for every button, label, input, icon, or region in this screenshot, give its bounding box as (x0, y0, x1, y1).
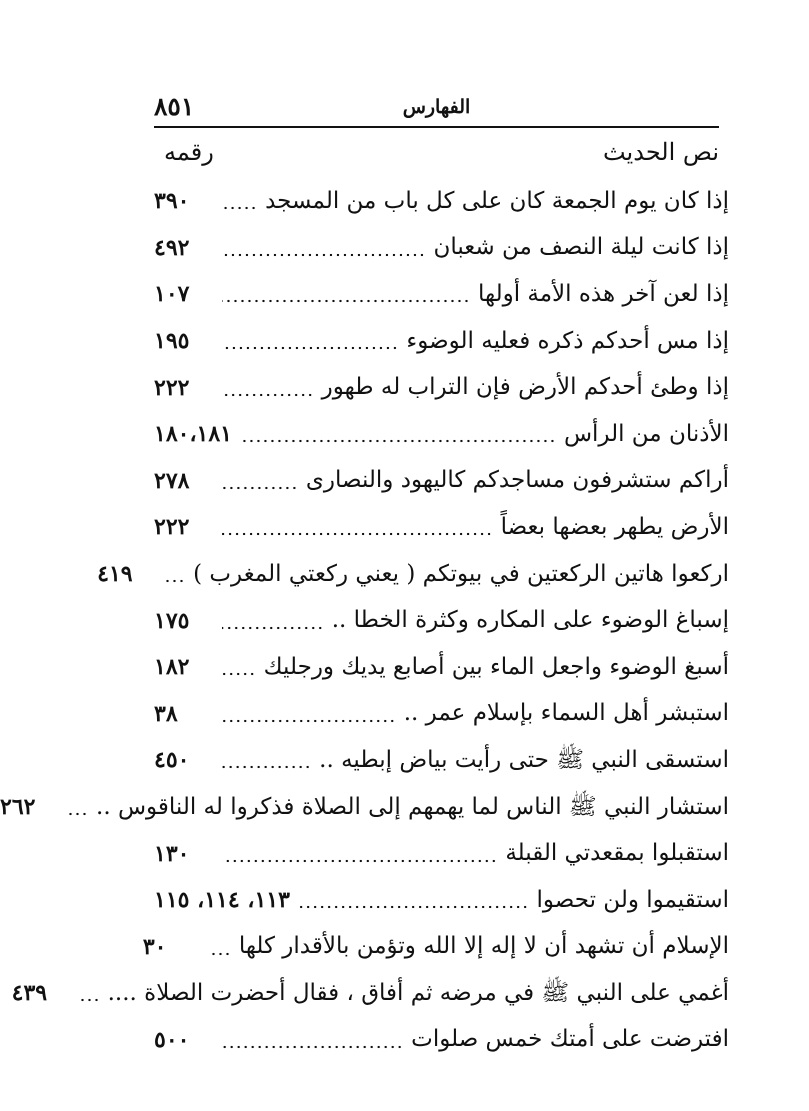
entry-text: الأذنان من الرأس (563, 420, 729, 447)
index-entry (154, 691, 729, 738)
index-entry (154, 225, 729, 272)
entry-number: ٥٠٠ (154, 1026, 190, 1053)
entry-text: استبشر أهل السماء بإسلام عمر .. (403, 700, 729, 727)
index-entry (11, 970, 729, 1017)
dot-leader (222, 858, 497, 864)
index-entry (154, 364, 729, 411)
entry-number: ٤١٩ (97, 561, 133, 588)
hadith-text-column-header: نص الحديث (602, 138, 719, 166)
index-entry (154, 504, 729, 551)
entry-number: ٢٧٨ (154, 467, 190, 494)
entry-text: افترضت على أمتك خمس صلوات (411, 1026, 729, 1053)
entry-text: إسباغ الوضوء على المكاره وكثرة الخطا .. (331, 607, 729, 634)
dot-leader (222, 205, 257, 211)
index-entry (154, 830, 729, 877)
entry-text: أراكم ستشرفون مساجدكم كاليهود والنصارى (305, 467, 729, 494)
dot-leader (165, 578, 185, 584)
entry-number: ٣٩٠ (154, 188, 190, 215)
entry-number: ٢٦٢ (0, 794, 36, 821)
entry-text: استشار النبي ﷺ الناس لما يهمهم إلى الصلاة فذكروا له الناقوس .. (96, 793, 729, 820)
index-entry (142, 924, 729, 971)
entry-text: إذا كان يوم الجمعة كان على كل باب من المسجد (265, 187, 729, 214)
entry-number: ٢٢٢ (154, 374, 190, 401)
entry-number: ١٧٥ (154, 607, 190, 634)
entry-text: إذا لعن آخر هذه الأمة أولها (477, 280, 729, 307)
page-header (154, 92, 719, 128)
entry-number: ٤٩٢ (154, 234, 190, 261)
entry-text: استسقى النبي ﷺ حتى رأيت بياض إبطيه .. (319, 746, 729, 773)
dot-leader (222, 298, 470, 304)
entry-text: إذا وطئ أحدكم الأرض فإن التراب له طهور (321, 374, 729, 401)
entry-number: ٤٣٩ (11, 980, 48, 1007)
entry-number: ١٠٧ (154, 281, 190, 308)
entry-text: الإسلام أن تشهد أن لا إله إلا الله وتؤمن بالأقدار كلها (238, 933, 729, 960)
dot-leader (80, 997, 100, 1003)
dot-leader (222, 485, 298, 491)
dot-leader (211, 951, 231, 957)
dot-leader (222, 718, 396, 724)
entry-text: إذا مس أحدكم ذكره فعليه الوضوء (406, 327, 729, 354)
hadith-index-list (0, 178, 729, 1063)
hadith-number-column-header: رقمه (164, 138, 214, 166)
dot-leader (222, 252, 425, 258)
index-entry (154, 318, 729, 365)
index-entry (154, 458, 729, 505)
entry-text: أغمي على النبي ﷺ في مرضه ثم أفاق ، فقال أحضرت الصلاة .... (107, 979, 729, 1006)
page-title: الفهارس (402, 96, 471, 118)
dot-leader (222, 671, 256, 677)
entry-number: ٤٥٠ (154, 747, 190, 774)
index-entry (154, 178, 729, 225)
entry-text: اركعوا هاتين الركعتين في بيوتكم ( يعني ركعتي المغرب ) (193, 560, 729, 587)
entry-number: ١١٣، ١١٤، ١١٥ (154, 887, 290, 914)
entry-number: ٣٠ (142, 933, 167, 960)
dot-leader (222, 531, 493, 537)
index-entry (154, 597, 729, 644)
entry-text: استقبلوا بمقعدتي القبلة (505, 840, 729, 867)
column-headers (154, 138, 719, 178)
dot-leader (240, 438, 556, 444)
index-entry (154, 271, 729, 318)
entry-number: ١٨٠،١٨١ (154, 421, 232, 448)
entry-text: استقيموا ولن تحصوا (536, 886, 729, 913)
index-entry (97, 551, 729, 598)
index-entry (0, 784, 729, 831)
index-entry (154, 644, 729, 691)
dot-leader (222, 392, 314, 398)
entry-number: ١٨٢ (154, 654, 190, 681)
dot-leader (222, 764, 311, 770)
entry-text: أسبغ الوضوء واجعل الماء بين أصابع يديك ورجليك (263, 653, 729, 680)
index-entry (154, 737, 729, 784)
entry-number: ١٩٥ (154, 328, 190, 355)
page-number: ٨٥١ (154, 92, 195, 121)
dot-leader (222, 345, 398, 351)
entry-number: ٣٨ (154, 700, 178, 727)
entry-text: إذا كانت ليلة النصف من شعبان (433, 234, 729, 261)
dot-leader (68, 811, 88, 817)
entry-number: ٢٢٢ (154, 514, 190, 541)
dot-leader (222, 1044, 403, 1050)
index-entry (154, 411, 729, 458)
index-entry (154, 877, 729, 924)
entry-text: الأرض يطهر بعضها بعضاً (500, 513, 729, 540)
dot-leader (298, 904, 529, 910)
dot-leader (222, 625, 324, 631)
index-entry (154, 1017, 729, 1064)
entry-number: ١٣٠ (154, 840, 190, 867)
